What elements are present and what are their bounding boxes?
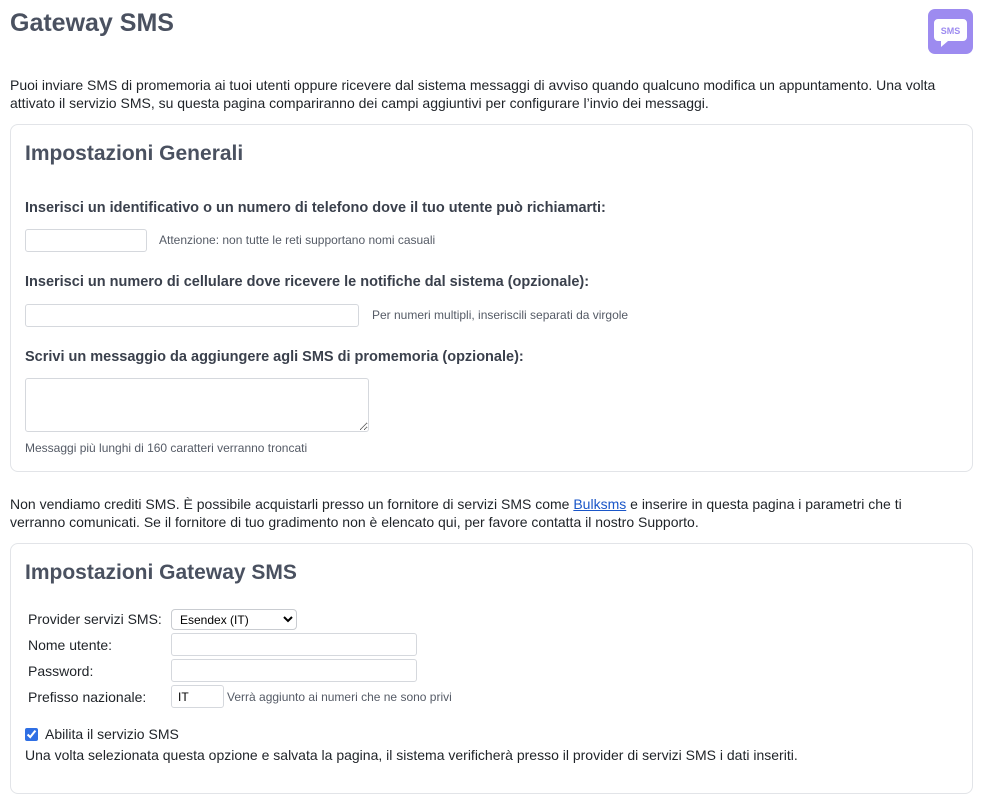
sms-chat-icon — [928, 9, 973, 54]
sender-id-input[interactable] — [25, 229, 147, 252]
sender-id-label: Inserisci un identificativo o un numero di telefono dove il tuo utente può richiamarti: — [25, 200, 606, 216]
country-prefix-hint: Verrà aggiunto ai numeri che ne sono privi — [227, 690, 452, 704]
country-prefix-input[interactable] — [171, 685, 224, 708]
general-settings-card — [10, 124, 973, 472]
credits-text-before: Non vendiamo crediti SMS. È possibile acquistarli presso un fornitore di servizi SMS come — [10, 496, 574, 512]
notify-number-hint: Per numeri multipli, inseriscili separati da virgole — [372, 308, 629, 322]
intro-text: Puoi inviare SMS di promemoria ai tuoi utenti oppure ricevere dal sistema messaggi di avviso quando qualcuno modifica un appuntamento. Una volta attivato il servizio SMS, su questa pagina compariranno dei campi aggiuntivi per configurare l’invio dei messaggi. — [10, 77, 936, 111]
provider-label: Provider servizi SMS: — [28, 611, 162, 627]
notify-number-label: Inserisci un numero di cellulare dove ricevere le notifiche dal sistema (opzionale): — [25, 274, 590, 290]
username-input[interactable] — [171, 633, 417, 656]
sms-logo-text: SMS — [940, 26, 961, 36]
reminder-message-hint: Messaggi più lunghi di 160 caratteri verranno troncati — [25, 441, 308, 455]
password-label: Password: — [28, 663, 94, 679]
enable-sms-label[interactable]: Abilita il servizio SMS — [45, 726, 179, 742]
reminder-message-label: Scrivi un messaggio da aggiungere agli SMS di promemoria (opzionale): — [25, 349, 524, 365]
gateway-settings-title: Impostazioni Gateway SMS — [25, 561, 297, 584]
password-input[interactable] — [171, 659, 417, 682]
credits-text-after: e inserire in questa pagina i parametri che ti verranno comunicati. Se il fornitore di tuo gradimento non è elencato qui, per favore contatta il nostro Supporto. — [10, 496, 902, 530]
enable-sms-note: Una volta selezionata questa opzione e salvata la pagina, il sistema verificherà presso il provider di servizi SMS i dati inseriti. — [25, 747, 798, 763]
provider-select[interactable] — [171, 609, 297, 630]
sender-id-hint: Attenzione: non tutte le reti supportano nomi casuali — [159, 233, 436, 247]
bulksms-link[interactable]: Bulksms — [573, 496, 627, 512]
credits-info — [10, 495, 960, 531]
general-settings-title: Impostazioni Generali — [25, 142, 244, 165]
username-label: Nome utente: — [28, 637, 113, 653]
gateway-settings-card — [10, 543, 973, 794]
enable-sms-checkbox[interactable] — [25, 728, 38, 741]
sms-bubble-icon — [928, 9, 973, 54]
country-prefix-label: Prefisso nazionale: — [28, 689, 147, 705]
reminder-message-textarea[interactable] — [25, 378, 369, 432]
page-title: Gateway SMS — [10, 9, 174, 37]
notify-number-input[interactable] — [25, 304, 359, 327]
